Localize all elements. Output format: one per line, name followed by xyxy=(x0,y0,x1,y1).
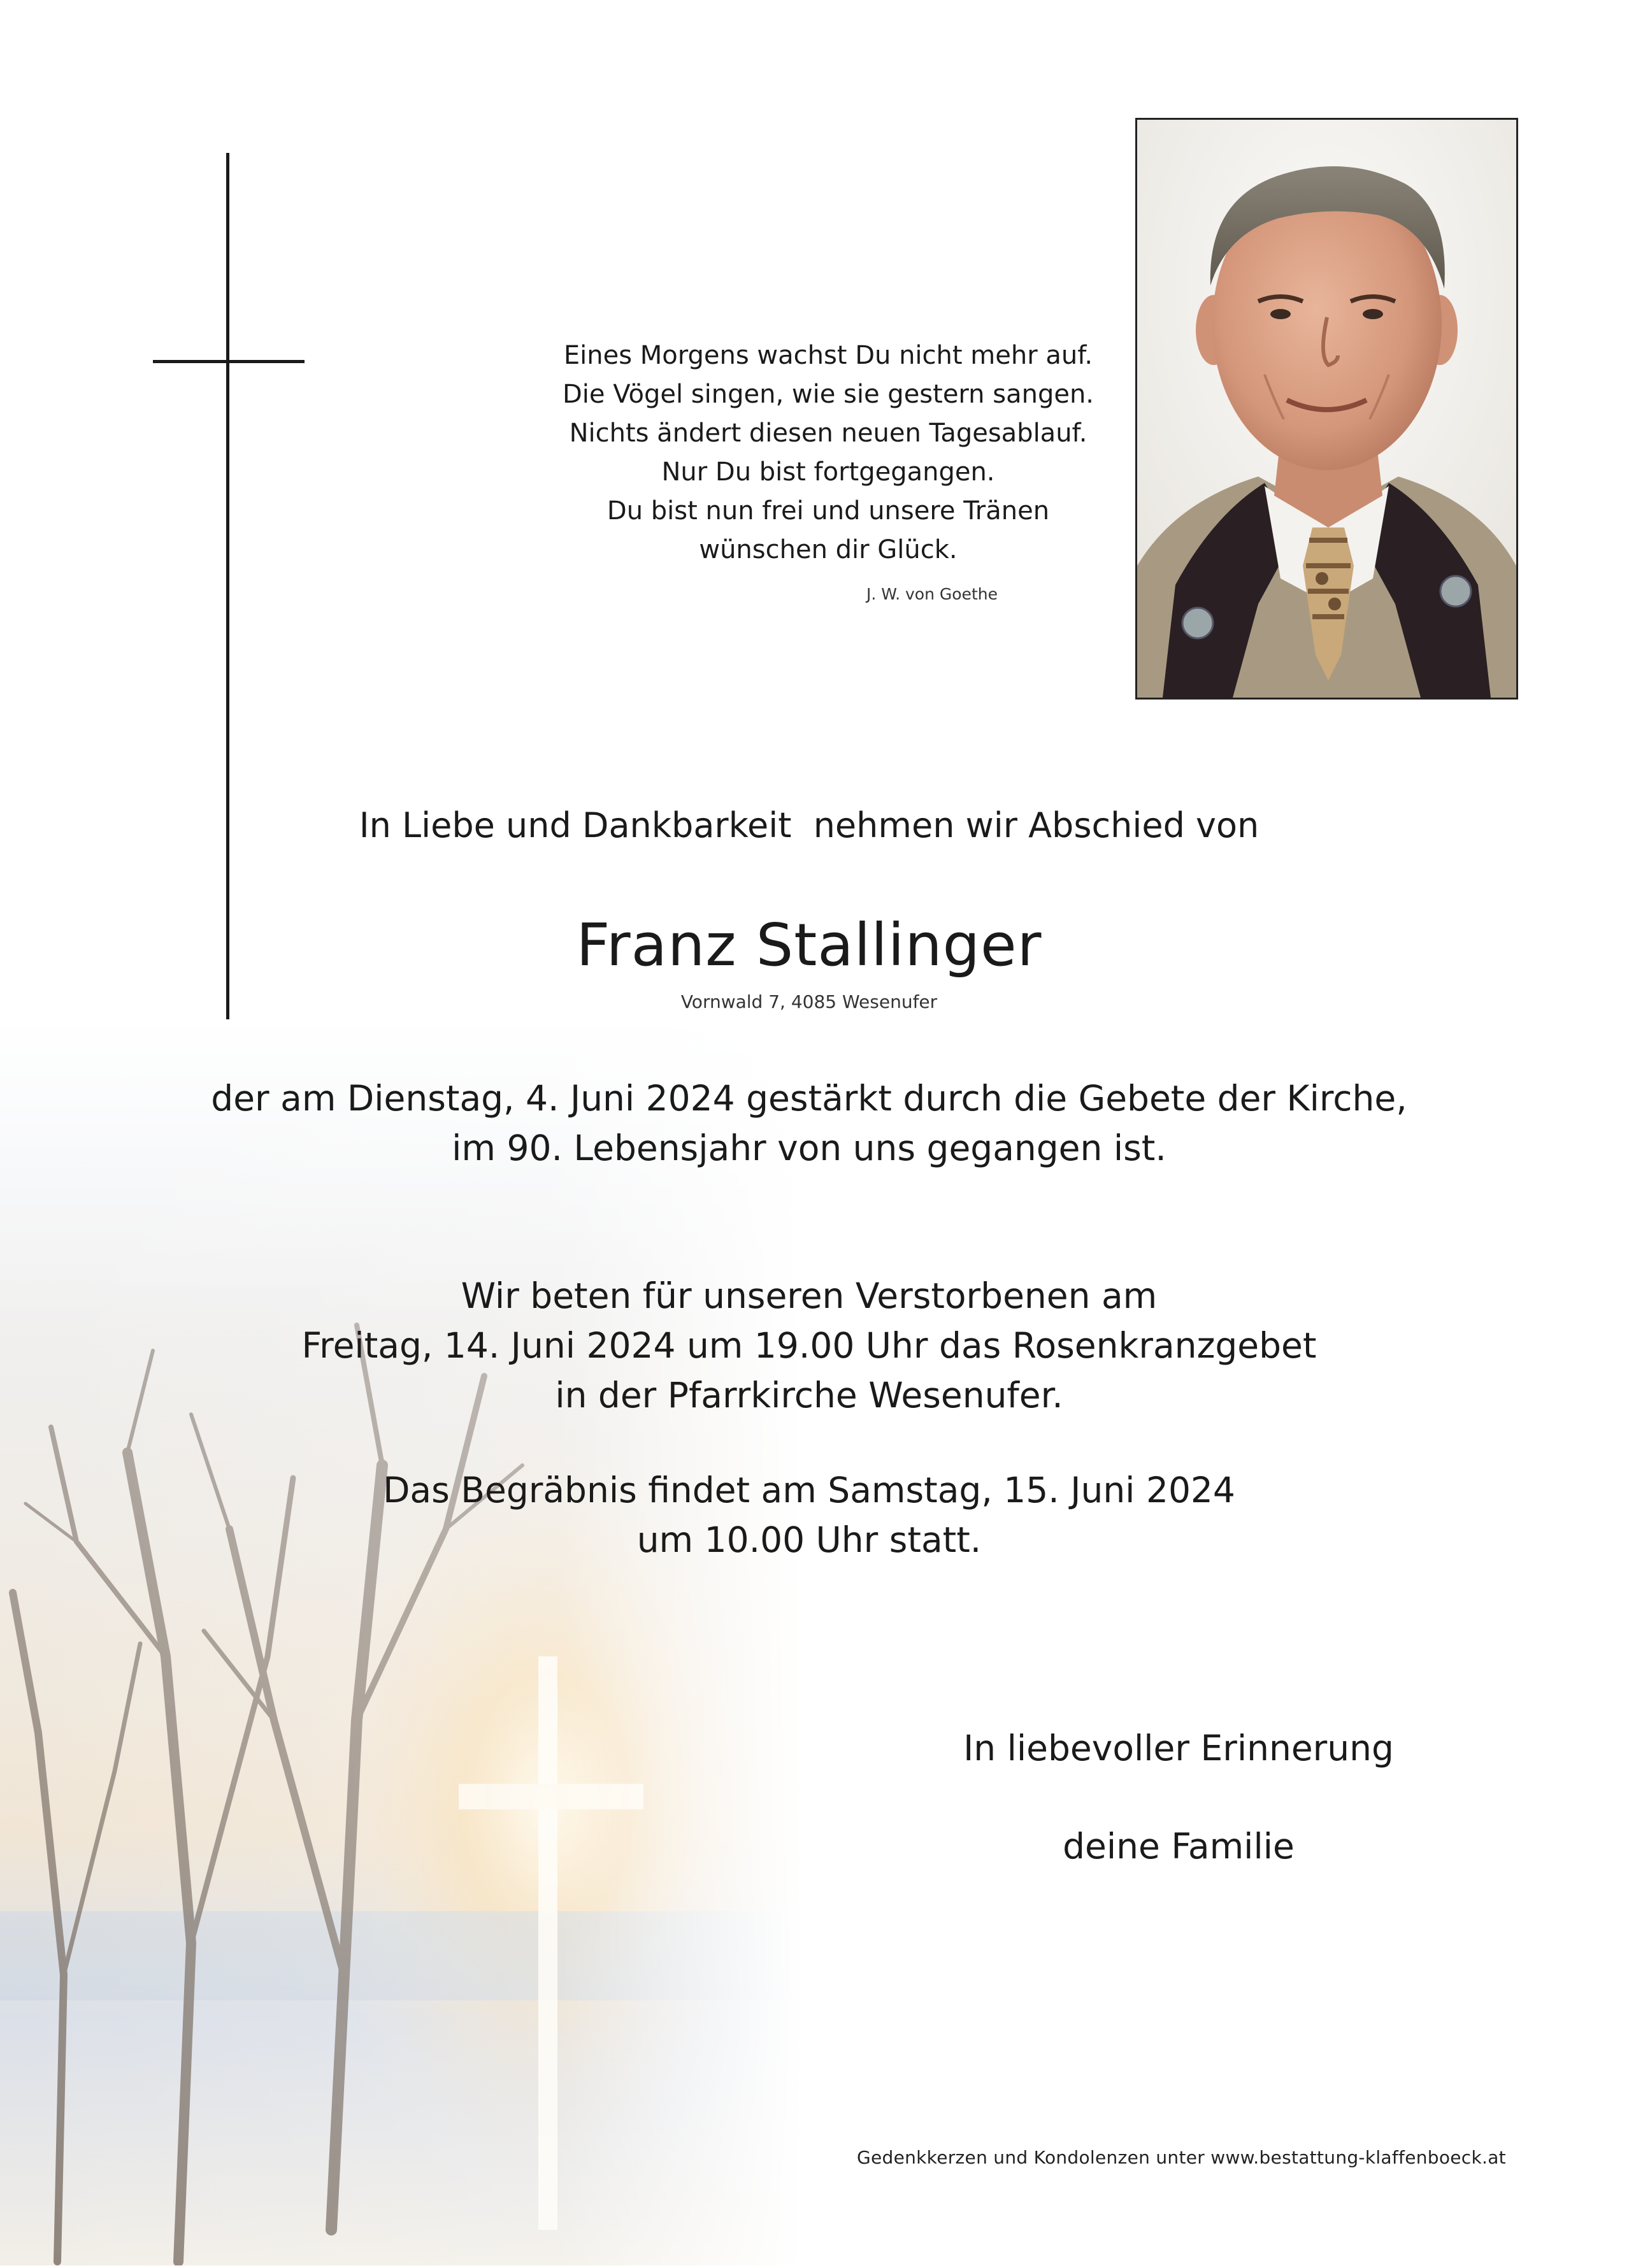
text-line: im 90. Lebensjahr von uns gegangen ist. xyxy=(452,1128,1166,1168)
text-line: Freitag, 14. Juni 2024 um 19.00 Uhr das Rosenkranzgebet xyxy=(301,1325,1317,1366)
quote-line: Nichts ändert diesen neuen Tagesablauf. xyxy=(569,419,1087,448)
funeral-text xyxy=(0,1465,1636,1565)
poem-quote xyxy=(446,336,1210,570)
quote-line: Eines Morgens wachst Du nicht mehr auf. xyxy=(563,341,1093,370)
quote-author: J. W. von Goethe xyxy=(866,585,998,603)
quote-line: Nur Du bist fortgegangen. xyxy=(661,457,995,487)
family-signature: deine Familie xyxy=(1063,1826,1295,1867)
cross-horizontal-bar xyxy=(153,360,305,363)
text-line: Das Begräbnis findet am Samstag, 15. Juni 2024 xyxy=(383,1470,1235,1511)
deceased-address: Vornwald 7, 4085 Wesenufer xyxy=(680,991,938,1012)
cross-vertical-bar xyxy=(226,153,229,1026)
prayer-service-text xyxy=(0,1271,1636,1420)
text-line: Wir beten für unseren Verstorbenen am xyxy=(461,1275,1158,1316)
quote-line: wünschen dir Glück. xyxy=(699,535,958,564)
deceased-name: Franz Stallinger xyxy=(576,911,1042,979)
text-line: in der Pfarrkirche Wesenufer. xyxy=(555,1375,1063,1416)
footer-condolence-link[interactable]: Gedenkkerzen und Kondolenzen unter www.bestattung-klaffenboeck.at xyxy=(857,2147,1506,2168)
quote-line: Du bist nun frei und unsere Tränen xyxy=(606,496,1050,526)
text-line: um 10.00 Uhr statt. xyxy=(636,1519,982,1560)
portrait-photo xyxy=(1135,118,1518,700)
remembrance-text: In liebevoller Erinnerung xyxy=(963,1728,1394,1769)
text-line: der am Dienstag, 4. Juni 2024 gestärkt durch die Gebete der Kirche, xyxy=(211,1078,1407,1119)
intro-text: In Liebe und Dankbarkeit nehmen wir Abschied von xyxy=(359,805,1259,845)
quote-line: Die Vögel singen, wie sie gestern sangen. xyxy=(562,380,1094,409)
landscape-image xyxy=(0,1019,803,2265)
death-notice-text xyxy=(0,1073,1636,1173)
